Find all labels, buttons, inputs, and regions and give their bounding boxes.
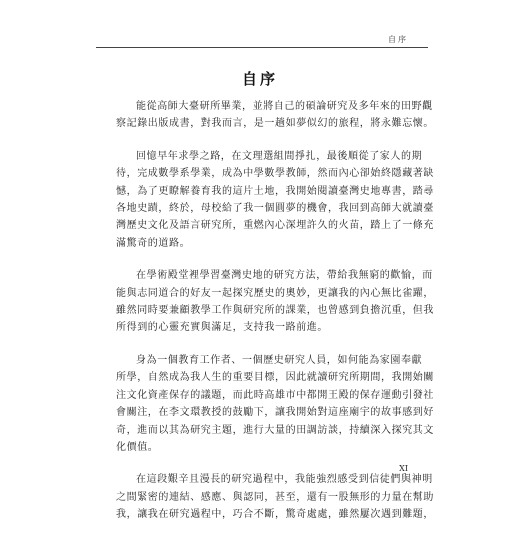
paragraph-line: 待，完成數學系學業，成為中學數學教師，然而內心卻始終隱藏著缺 bbox=[116, 168, 434, 180]
paragraph-line: 所學，自然成為我人生的重要目標，因此就讀研究所期間，我開始關 bbox=[116, 372, 434, 384]
paragraph-line: 所得到的心靈充實與滿足，支持我一路前進。 bbox=[116, 322, 328, 334]
paragraph bbox=[116, 352, 434, 456]
paragraph-line: 察記錄出版成書，對我而言，是一趟如夢似幻的旅程，將永難忘懷。 bbox=[116, 118, 434, 130]
paragraph-line: 各地史蹟，終於，母校給了我一個圓夢的機會，我回到高師大就讀臺 bbox=[116, 203, 434, 215]
paragraph-line: 能與志同道合的好友一起探究歷史的奧妙，更讓我的內心無比雀躍， bbox=[116, 287, 434, 299]
paragraph-line: 之間緊密的連結、感應、與認同，甚至，還有一股無形的力量在幫助 bbox=[116, 491, 434, 503]
paragraph-line: 能從高師大臺研所畢業，並將自己的碩論研究及多年來的田野觀 bbox=[136, 101, 433, 112]
paragraph-line: 我，讓我在研究過程中，巧合不斷，驚奇處處，雖然屢次遇到難題， bbox=[116, 509, 434, 521]
paragraph bbox=[116, 148, 434, 252]
page-number: XI bbox=[399, 464, 408, 473]
paragraph bbox=[116, 98, 434, 133]
body-text bbox=[116, 98, 434, 539]
paragraph-line: 灣歷史文化及語言研究所，重燃內心深埋許久的火苗，踏上了一條充 bbox=[116, 220, 434, 232]
page-title: 自序 bbox=[241, 70, 278, 88]
paragraph-line: 身為一個教育工作者、一個歷史研究人員，如何能為家園奉獻 bbox=[136, 354, 423, 366]
paragraph bbox=[116, 267, 434, 337]
paragraph-line: 在這段艱辛且漫長的研究過程中，我能強烈感受到信徒們與神明 bbox=[136, 474, 433, 486]
paragraph-line: 回憶早年求學之路，在文理選組間掙扎，最後順從了家人的期 bbox=[136, 150, 423, 162]
paragraph-line: 在學術殿堂裡學習臺灣史地的研究方法，帶給我無窮的歡愉，而 bbox=[136, 270, 433, 282]
paragraph-line: 滿驚奇的道路。 bbox=[116, 237, 191, 249]
paragraph-line: 注文化資產保存的議題，而此時高雄市中都開王殿的保存運動引發社 bbox=[116, 389, 434, 401]
paragraph-line: 奇，進而以其為研究主題，進行大量的田調訪談，持續深入探究其文 bbox=[116, 424, 434, 436]
paragraph bbox=[116, 471, 434, 523]
running-head: 自序 bbox=[388, 35, 408, 44]
header-rule bbox=[96, 47, 428, 48]
paragraph-line: 憾，為了更瞭解養育我的這片土地，我開始閱讀臺灣史地專書，踏尋 bbox=[116, 185, 434, 197]
paragraph-line: 會關注，在李文環教授的鼓勵下，讓我開始對這座廟宇的故事感到好 bbox=[116, 407, 434, 419]
paragraph-line: 雖然同時要兼顧教學工作與研究所的課業，也曾感到負擔沉重，但我 bbox=[116, 305, 434, 317]
paragraph-line: 化價值。 bbox=[116, 441, 159, 453]
